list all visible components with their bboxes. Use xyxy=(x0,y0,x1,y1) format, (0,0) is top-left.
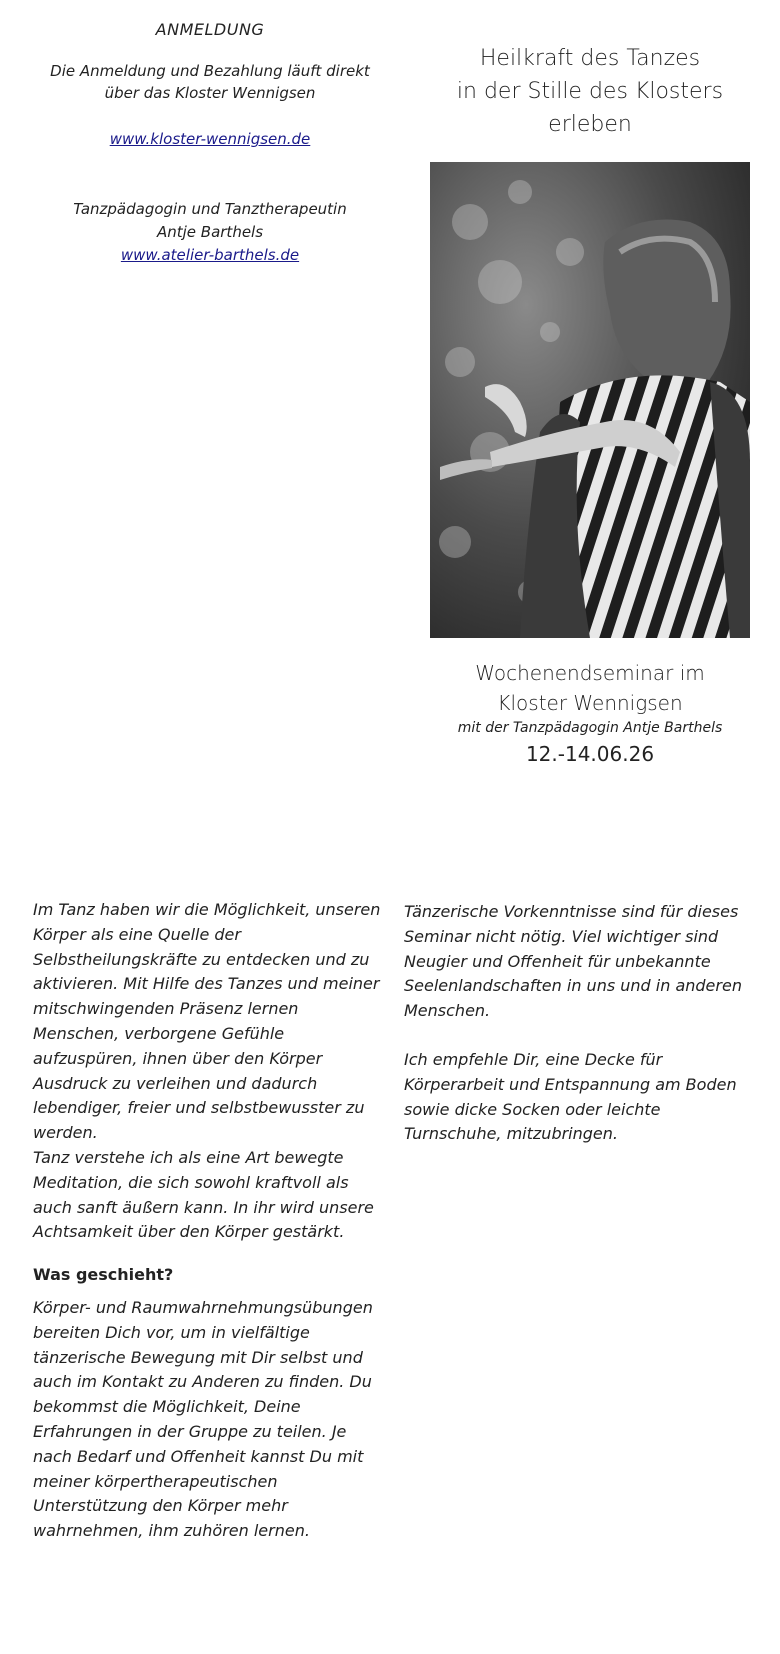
dancer-photo-illustration xyxy=(430,162,750,638)
section-heading: Was geschieht? xyxy=(33,1265,174,1285)
section-body: Körper- und Raumwahrnehmungsübungen bereiten Dich vor, um in vielfältige tänzerische Bewegung mit Dir selbst und auch im Kontakt zu Anderen zu finden. Du bekommst die Möglichkeit, Deine Erfahrungen in der Gruppe zu teilen. Je nach Bedarf und Offenheit kannst Du mit meiner körpertherapeutischen Unterstützung den Körper mehr wahrnehmen, ihm zuhören lernen. xyxy=(33,1297,373,1541)
intro-paragraph: Im Tanz haben wir die Möglichkeit, unseren Körper als eine Quelle der Selbstheilungskräfte zu entdecken und zu aktivieren. Mit Hilfe des Tanzes und meiner mitschwingenden Präsenz lernen Menschen, verborgene Gefühle aufzuspüren, ihnen über den Körper Ausdruck zu verleihen und dadurch lebendiger, freier und selbstbewusster zu werden. xyxy=(33,900,381,1143)
left-column xyxy=(33,898,383,1544)
headline xyxy=(430,42,750,141)
right-column xyxy=(404,900,754,1147)
prerequisites-paragraph: Tänzerische Vorkenntnisse sind für dieses Seminar nicht nötig. Viel wichtiger sind Neugier und Offenheit für unbekannte Seelenlandschaften in uns und in anderen Menschen. xyxy=(404,902,742,1021)
seminar-title-line-1: Wochenendseminar im xyxy=(475,661,705,685)
seminar-date: 12.-14.06.26 xyxy=(525,742,655,766)
seminar-title-line-2: Kloster Wennigsen xyxy=(497,691,683,715)
meditation-paragraph: Tanz verstehe ich als eine Art bewegte Meditation, die sich sowohl kraftvoll als auch sanft äußern kann. In ihr wird unsere Achtsamkeit über den Körper gestärkt. xyxy=(33,1147,374,1242)
registration-line-1: Die Anmeldung und Bezahlung läuft direkt xyxy=(50,62,370,80)
dancer-photo xyxy=(430,162,750,638)
teacher-name: Antje Barthels xyxy=(156,223,264,241)
headline-line-1: Heilkraft des Tanzes xyxy=(479,46,701,71)
atelier-website-link[interactable]: www.atelier-barthels.de xyxy=(120,246,300,264)
teacher-role: Tanzpädagogin und Tanztherapeutin xyxy=(73,200,347,218)
recommendation-paragraph: Ich empfehle Dir, eine Decke für Körperarbeit und Entspannung am Boden sowie dicke Socken oder leichte Turnschuhe, mitzubringen. xyxy=(404,1049,737,1144)
seminar-subtitle: mit der Tanzpädagogin Antje Barthels xyxy=(457,720,723,736)
registration-link-wrapper xyxy=(40,130,380,148)
kloster-website-link[interactable]: www.kloster-wennigsen.de xyxy=(109,130,311,148)
headline-line-2: in der Stille des Klosters xyxy=(456,79,724,104)
paragraph-gap xyxy=(404,1024,754,1048)
headline-line-3: erleben xyxy=(548,112,632,137)
registration-text xyxy=(40,60,380,104)
teacher-info xyxy=(40,198,380,267)
registration-line-2: über das Kloster Wennigsen xyxy=(104,84,316,102)
seminar-title xyxy=(430,658,750,718)
registration-title: ANMELDUNG xyxy=(155,20,265,39)
